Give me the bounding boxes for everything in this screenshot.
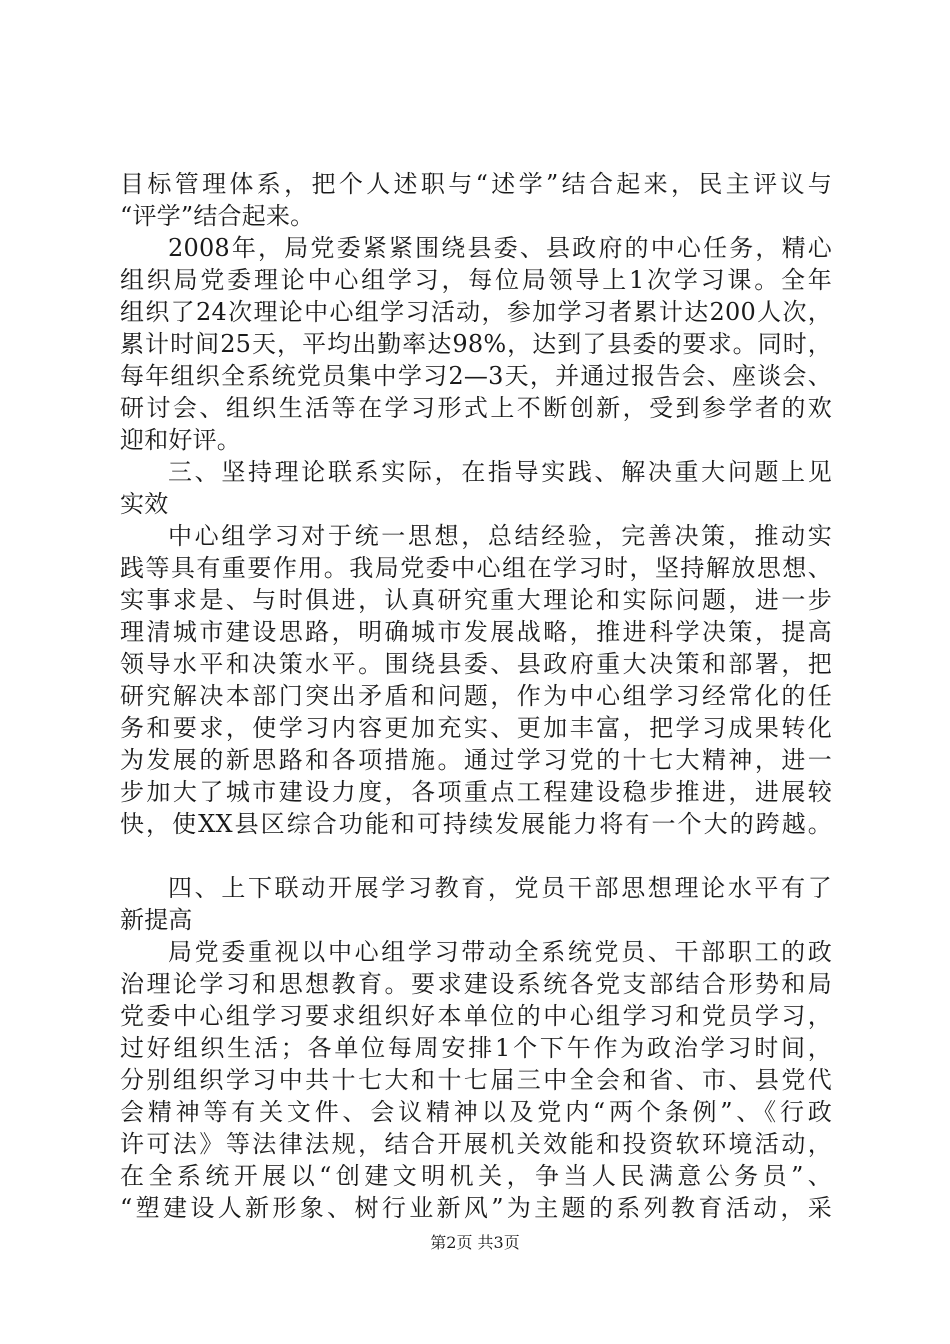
text-line: 许可法》等法律法规，结合开展机关效能和投资软环境活动，	[120, 1130, 832, 1158]
heading-line: 新提高	[120, 906, 193, 934]
text-line: 目标管理体系，把个人述职与“述学”结合起来，民主评议与	[120, 170, 832, 198]
blank-line	[120, 840, 832, 872]
text-line: 累计时间25天，平均出勤率达98%，达到了县委的要求。同时，	[120, 330, 832, 358]
text-line: 中心组学习对于统一思想，总结经验，完善决策，推动实	[168, 522, 832, 550]
text-line: 践等具有重要作用。我局党委中心组在学习时，坚持解放思想、	[120, 554, 832, 582]
paragraph	[120, 936, 832, 1224]
text-line: 过好组织生活；各单位每周安排1个下午作为政治学习时间，	[120, 1034, 832, 1062]
text-line: 治理论学习和思想教育。要求建设系统各党支部结合形势和局	[120, 970, 832, 998]
text-line: 2008年，局党委紧紧围绕县委、县政府的中心任务，精心	[168, 234, 832, 262]
text-line: 迎和好评。	[120, 426, 241, 454]
heading-line: 四、上下联动开展学习教育，党员干部思想理论水平有了	[168, 874, 832, 902]
text-line: 组织局党委理论中心组学习，每位局领导上1次学习课。全年	[120, 266, 832, 294]
text-line: “塑建设人新形象、树行业新风”为主题的系列教育活动，采	[120, 1194, 832, 1222]
text-line: 会精神等有关文件、会议精神以及党内“两个条例”、《行政	[120, 1098, 832, 1126]
section-heading-3	[120, 456, 832, 520]
text-line: 为发展的新思路和各项措施。通过学习党的十七大精神，进一	[120, 746, 832, 774]
text-line: 研究解决本部门突出矛盾和问题，作为中心组学习经常化的任	[120, 682, 832, 710]
text-line: 每年组织全系统党员集中学习2—3天，并通过报告会、座谈会、	[120, 362, 832, 390]
text-line: 快，使XX县区综合功能和可持续发展能力将有一个大的跨越。	[120, 810, 832, 838]
section-heading-4	[120, 872, 832, 936]
text-line: 步加大了城市建设力度，各项重点工程建设稳步推进，进展较	[120, 778, 832, 806]
paragraph-continuation	[120, 168, 832, 232]
heading-line: 实效	[120, 490, 169, 518]
text-line: 分别组织学习中共十七大和十七届三中全会和省、市、县党代	[120, 1066, 832, 1094]
text-line: 组织了24次理论中心组学习活动，参加学习者累计达200人次，	[120, 298, 832, 326]
heading-line: 三、坚持理论联系实际，在指导实践、解决重大问题上见	[168, 458, 832, 486]
text-line: 在全系统开展以“创建文明机关，争当人民满意公务员”、	[120, 1162, 832, 1190]
paragraph	[120, 520, 832, 840]
text-line: 理清城市建设思路，明确城市发展战略，推进科学决策，提高	[120, 618, 832, 646]
text-line: 研讨会、组织生活等在学习形式上不断创新，受到参学者的欢	[120, 394, 832, 422]
page-footer: 第2页 共3页	[430, 1233, 520, 1252]
text-line: 党委中心组学习要求组织好本单位的中心组学习和党员学习，	[120, 1002, 832, 1030]
paragraph	[120, 232, 832, 456]
text-line: 务和要求，使学习内容更加充实、更加丰富，把学习成果转化	[120, 714, 832, 742]
text-line: 局党委重视以中心组学习带动全系统党员、干部职工的政	[168, 938, 832, 966]
text-line: 领导水平和决策水平。围绕县委、县政府重大决策和部署，把	[120, 650, 832, 678]
text-line: “评学”结合起来。	[120, 202, 315, 230]
text-line: 实事求是、与时俱进，认真研究重大理论和实际问题，进一步	[120, 586, 832, 614]
document-body	[120, 168, 832, 1224]
